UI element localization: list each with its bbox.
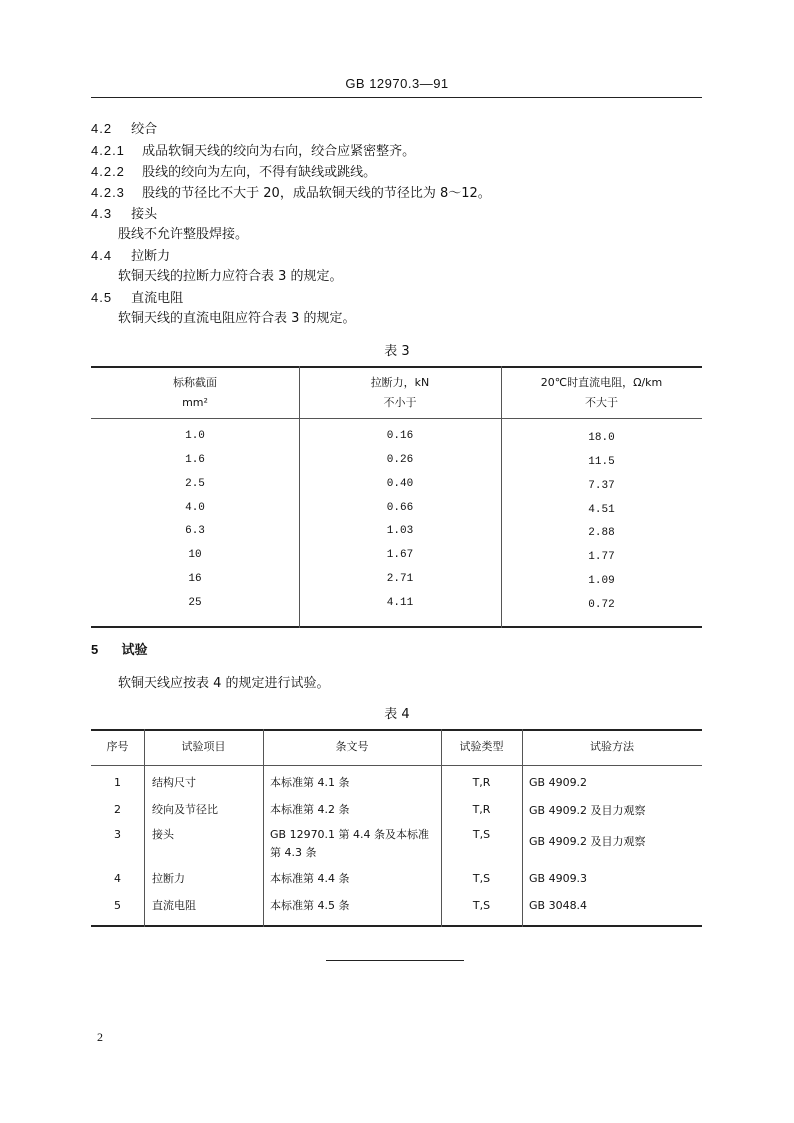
table4-cell-clause: 本标准第 4.2 条 [270, 803, 350, 816]
table4-header-rule [91, 765, 702, 766]
section-4-4-body [118, 269, 343, 285]
table4-cell-no: 5 [114, 899, 121, 912]
section-4-4 [91, 248, 170, 265]
table4-header-method: 试验方法 [590, 740, 634, 753]
section-number: 4.2.3 [91, 185, 125, 200]
table4-cell-method: GB 4909.2 [529, 776, 588, 789]
section-number: 4.2.1 [91, 143, 125, 158]
header-text: 20℃时直流电阻，Ω/km [540, 376, 663, 389]
table4-header-no: 序号 [106, 740, 129, 753]
section-number: 4.4 [91, 248, 113, 263]
table3-cell: 4.0 [185, 502, 205, 514]
table4-cell-type: T,S [472, 872, 491, 885]
table4-cell-item: 绞向及节径比 [152, 803, 218, 816]
section-4-2-1 [91, 143, 415, 160]
table4-header-clause: 条文号 [335, 740, 369, 753]
table3-cell: 1.6 [185, 454, 205, 466]
section-title: 接头 [131, 207, 158, 222]
section-number: 4.2 [91, 121, 113, 136]
table4-cell-clause: 本标准第 4.4 条 [270, 872, 350, 885]
table4-caption: 表 4 [384, 707, 410, 722]
section-5-body [118, 676, 330, 692]
section-4-2-2 [91, 164, 376, 181]
header-text: 标称截面 [173, 376, 217, 389]
table3-cell: 0.40 [386, 478, 414, 490]
section-text: 软铜天线的拉断力应符合表 3 的规定。 [118, 269, 343, 284]
table3-bottom-rule [91, 626, 702, 628]
table3-header-resistance [501, 366, 702, 418]
table4-cell-clause: 本标准第 4.1 条 [270, 776, 350, 789]
table4-cell-clause: GB 12970.1 第 4.4 条及本标准 [270, 828, 430, 841]
table4-cell-no: 2 [114, 803, 121, 816]
table3-cell: 10 [188, 549, 202, 561]
section-title: 直流电阻 [131, 291, 184, 306]
table3-cell: 0.26 [386, 454, 414, 466]
table3-cell: 2.5 [185, 478, 205, 490]
section-number: 5 [91, 642, 100, 657]
table3-cell: 0.16 [386, 430, 414, 442]
table3-cell: 4.11 [386, 597, 414, 609]
section-4-3 [91, 206, 157, 223]
section-text: 软铜天线的直流电阻应符合表 3 的规定。 [118, 311, 356, 326]
table3-header-breaking-force [299, 366, 501, 418]
table4-cell-clause-cont: 第 4.3 条 [270, 846, 317, 859]
table4-cell-no: 1 [114, 776, 121, 789]
end-rule [326, 960, 464, 961]
section-4-5 [91, 290, 183, 307]
table3-header-area [91, 366, 299, 418]
table4-bottom-rule [91, 925, 702, 927]
table4 [91, 729, 702, 927]
table3-cell: 1.03 [386, 525, 414, 537]
section-title: 拉断力 [131, 249, 171, 264]
section-number: 4.3 [91, 206, 113, 221]
table4-cell-type: T,R [472, 776, 491, 789]
table4-cell-item: 拉断力 [152, 872, 185, 885]
table3-cell: 1.67 [386, 549, 414, 561]
table3-cell: 7.37 [588, 480, 615, 492]
table4-header-item: 试验项目 [181, 740, 226, 753]
section-4-5-body [118, 311, 356, 327]
table4-cell-item: 接头 [152, 828, 174, 841]
table3-cell: 0.72 [588, 599, 615, 611]
table4-cell-no: 3 [114, 828, 121, 841]
table3-header-rule [91, 418, 702, 419]
table3-cell: 2.88 [588, 527, 615, 539]
standard-code: GB 12970.3—91 [345, 76, 449, 91]
table4-header-type: 试验类型 [459, 740, 504, 753]
header-text: 拉断力，kN [370, 376, 430, 389]
table3 [91, 366, 702, 628]
table3-cell: 16 [188, 573, 202, 585]
section-4-2-3 [91, 185, 491, 202]
table3-cell: 1.0 [185, 430, 205, 442]
table4-cell-no: 4 [114, 872, 121, 885]
table4-cell-type: T,R [472, 803, 491, 816]
table4-cell-method: GB 4909.2 及目力观察 [529, 835, 646, 848]
table3-cell: 6.3 [185, 525, 205, 537]
section-5-heading [91, 642, 148, 659]
header-rule [91, 97, 702, 98]
table3-cell: 18.0 [588, 432, 615, 444]
header-unit: 不大于 [585, 396, 618, 409]
section-title: 绞合 [131, 122, 158, 137]
table3-cell: 1.09 [588, 575, 615, 587]
table3-cell: 11.5 [588, 456, 615, 468]
table4-cell-type: T,S [472, 899, 491, 912]
table3-cell: 0.66 [386, 502, 414, 514]
table4-cell-item: 直流电阻 [152, 899, 196, 912]
section-4-3-body [118, 227, 248, 243]
header-unit: 不小于 [383, 396, 417, 409]
section-title: 试验 [121, 643, 148, 658]
page-number: 2 [97, 1030, 103, 1044]
table3-cell: 1.77 [588, 551, 615, 563]
table3-cell: 25 [188, 597, 202, 609]
section-text: 软铜天线应按表 4 的规定进行试验。 [118, 676, 330, 691]
section-text: 股线的节径比不大于 20，成品软铜天线的节径比为 8～12。 [142, 186, 491, 201]
table4-cell-method: GB 3048.4 [529, 899, 588, 912]
section-4-2 [91, 121, 157, 138]
table4-cell-method: GB 4909.2 及目力观察 [529, 804, 646, 817]
section-text: 成品软铜天线的绞向为右向，绞合应紧密整齐。 [142, 144, 416, 159]
section-number: 4.5 [91, 290, 113, 305]
table3-cell: 4.51 [588, 504, 615, 516]
section-text: 股线不允许整股焊接。 [118, 227, 249, 242]
section-text: 股线的绞向为左向，不得有缺线或跳线。 [142, 165, 377, 180]
header-unit: mm² [182, 396, 208, 409]
table3-caption: 表 3 [384, 344, 410, 359]
table4-cell-method: GB 4909.3 [529, 872, 588, 885]
table4-cell-item: 结构尺寸 [152, 776, 196, 789]
table3-cell: 2.71 [386, 573, 414, 585]
section-number: 4.2.2 [91, 164, 125, 179]
table4-cell-type: T,S [472, 828, 491, 841]
table4-cell-clause: 本标准第 4.5 条 [270, 899, 350, 912]
